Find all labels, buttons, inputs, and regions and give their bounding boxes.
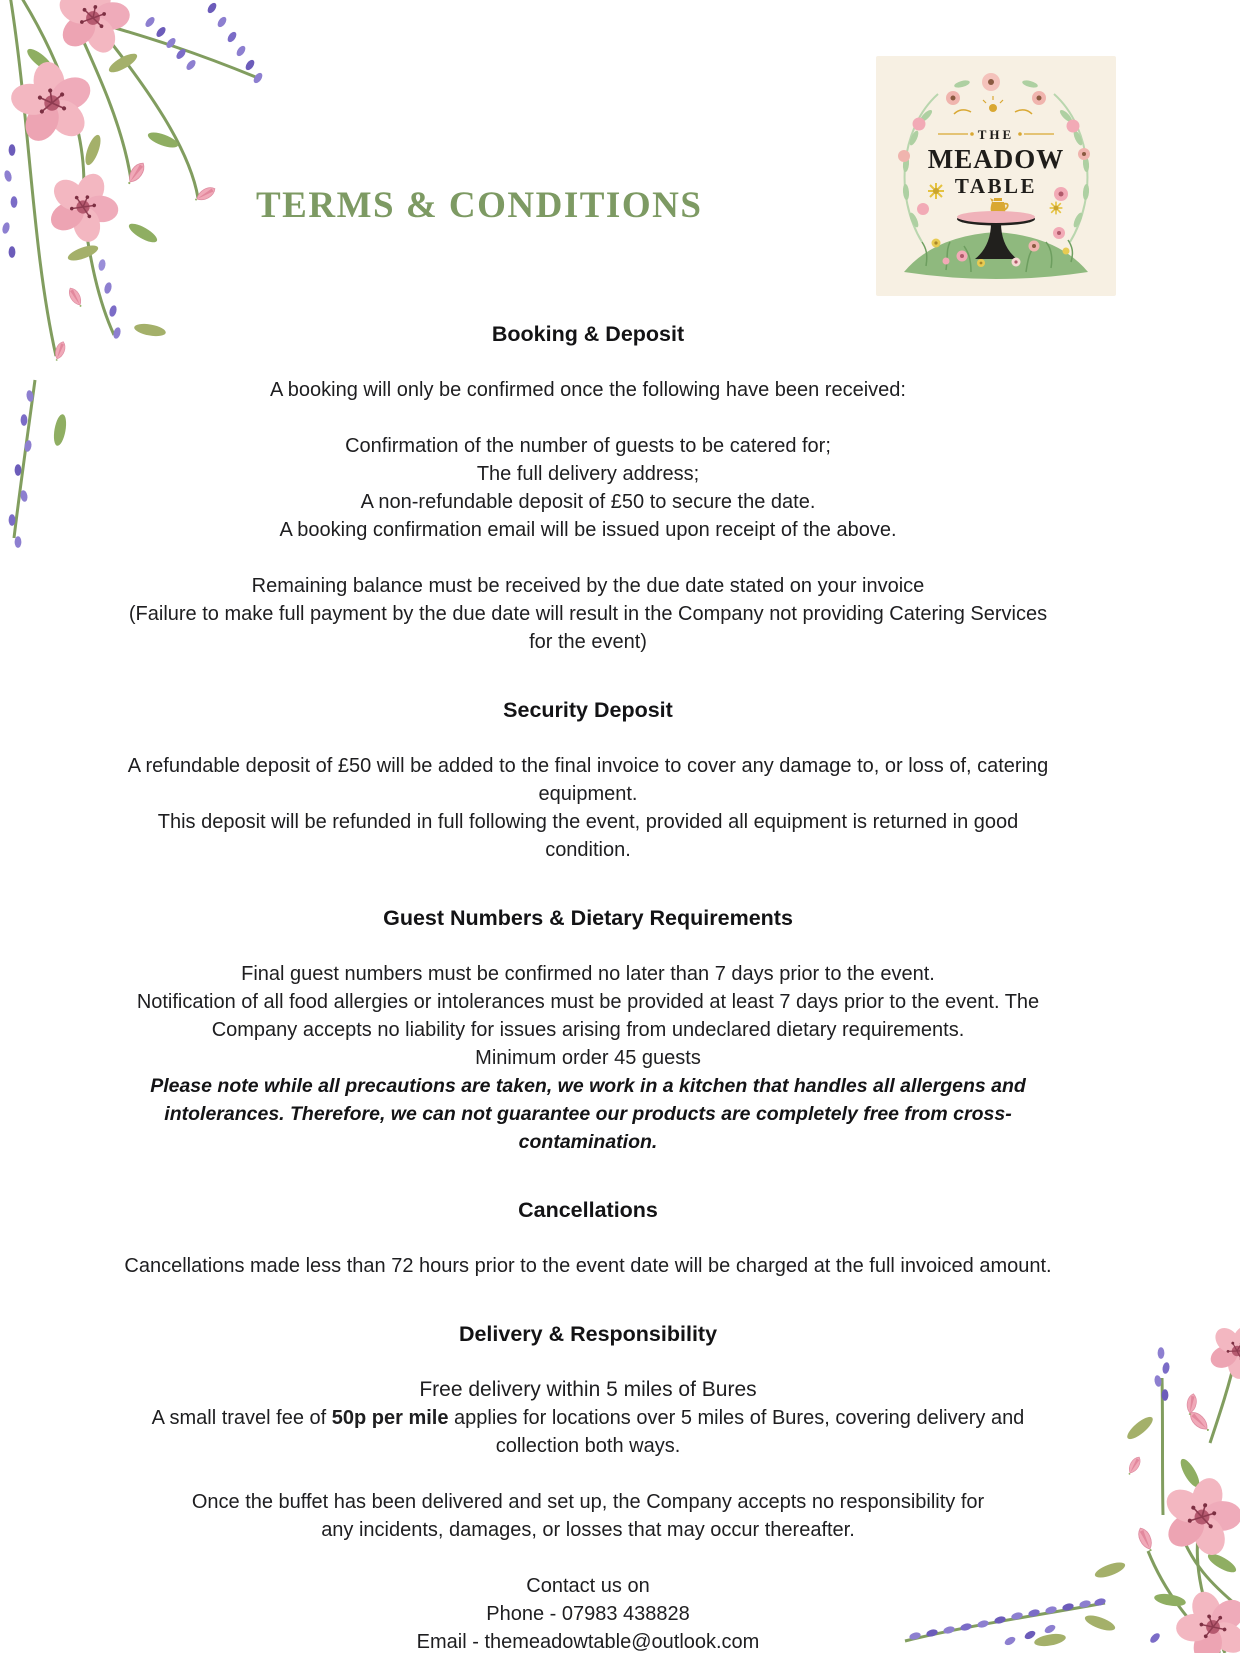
line-spacer	[60, 348, 1116, 376]
text-line: A booking will only be confirmed once the following have been received:	[270, 379, 906, 401]
text-line: Contact us on	[526, 1575, 650, 1597]
text-line: Confirmation of the number of guests to be catered for;	[345, 435, 831, 457]
text-line: This deposit will be refunded in full following the event, provided all equipment is returned in good	[157, 811, 1019, 833]
text-line: Free delivery within 5 miles of Bures	[419, 1378, 757, 1401]
text-line: Remaining balance must be received by the due date stated on your invoice	[251, 575, 925, 597]
section-heading: Booking & Deposit	[491, 322, 685, 346]
page-title: TERMS & CONDITIONS	[256, 185, 703, 226]
text-line: Cancellations made less than 72 hours prior to the event date will be charged at the full invoiced amount.	[124, 1255, 1052, 1277]
section-heading: Cancellations	[518, 1198, 658, 1222]
line-spacer	[60, 1544, 1116, 1572]
section-heading: Guest Numbers & Dietary Requirements	[383, 906, 793, 930]
text-line: A non-refundable deposit of £50 to secure the date.	[360, 491, 816, 513]
line-spacer	[60, 544, 1116, 572]
line-spacer	[60, 404, 1116, 432]
line-spacer	[60, 932, 1116, 960]
text-line: A refundable deposit of £50 will be added to the final invoice to cover any damage to, or loss of, catering	[127, 755, 1049, 777]
text-line	[60, 1404, 1116, 1432]
text-line: for the event)	[529, 631, 647, 653]
line-spacer	[60, 1224, 1116, 1252]
text-line: (Failure to make full payment by the due date will result in the Company not providing Catering Services	[128, 603, 1048, 625]
text-line: equipment.	[538, 783, 638, 805]
text-line: Notification of all food allergies or intolerances must be provided at least 7 days prior to the event. The	[136, 991, 1040, 1013]
emphasis-text: 50p per mile	[331, 1407, 449, 1429]
text-span: A small travel fee of	[151, 1407, 332, 1429]
text-line: Minimum order 45 guests	[475, 1047, 701, 1069]
text-line: Company accepts no liability for issues arising from undeclared dietary requirements.	[211, 1019, 965, 1041]
text-line: collection both ways.	[495, 1435, 681, 1457]
text-line: A booking confirmation email will be issued upon receipt of the above.	[279, 519, 897, 541]
text-span: applies for locations over 5 miles of Bures, covering delivery and	[448, 1407, 1025, 1429]
line-spacer	[60, 1348, 1116, 1376]
section-heading: Delivery & Responsibility	[458, 1322, 718, 1346]
text-line: Phone - 07983 438828	[486, 1603, 690, 1625]
text-line: contamination.	[518, 1131, 658, 1153]
text-line: Please note while all precautions are taken, we work in a kitchen that handles all allergens and	[150, 1075, 1026, 1097]
line-spacer	[60, 864, 1116, 892]
text-line: any incidents, damages, or losses that may occur thereafter.	[321, 1519, 855, 1541]
text-line: condition.	[545, 839, 631, 861]
text-line: Once the buffet has been delivered and set up, the Company accepts no responsibility for	[191, 1491, 985, 1513]
logo-the-text: THE	[977, 127, 1015, 142]
section-heading: Security Deposit	[503, 698, 673, 722]
text-line: Email - themeadowtable@outlook.com	[416, 1631, 760, 1653]
logo-meadow-text: MEADOW	[927, 144, 1065, 174]
content-lines	[60, 308, 1116, 1653]
text-line: The full delivery address;	[476, 463, 700, 485]
meadow-table-logo	[876, 56, 1116, 296]
line-spacer	[60, 656, 1116, 684]
text-line: intolerances. Therefore, we can not guarantee our products are completely free from cross-	[164, 1103, 1012, 1125]
line-spacer	[60, 1460, 1116, 1488]
logo-table-text: TABLE	[954, 174, 1038, 198]
line-spacer	[60, 1156, 1116, 1184]
line-spacer	[60, 1280, 1116, 1308]
line-spacer	[60, 724, 1116, 752]
text-line: Final guest numbers must be confirmed no later than 7 days prior to the event.	[241, 963, 935, 985]
